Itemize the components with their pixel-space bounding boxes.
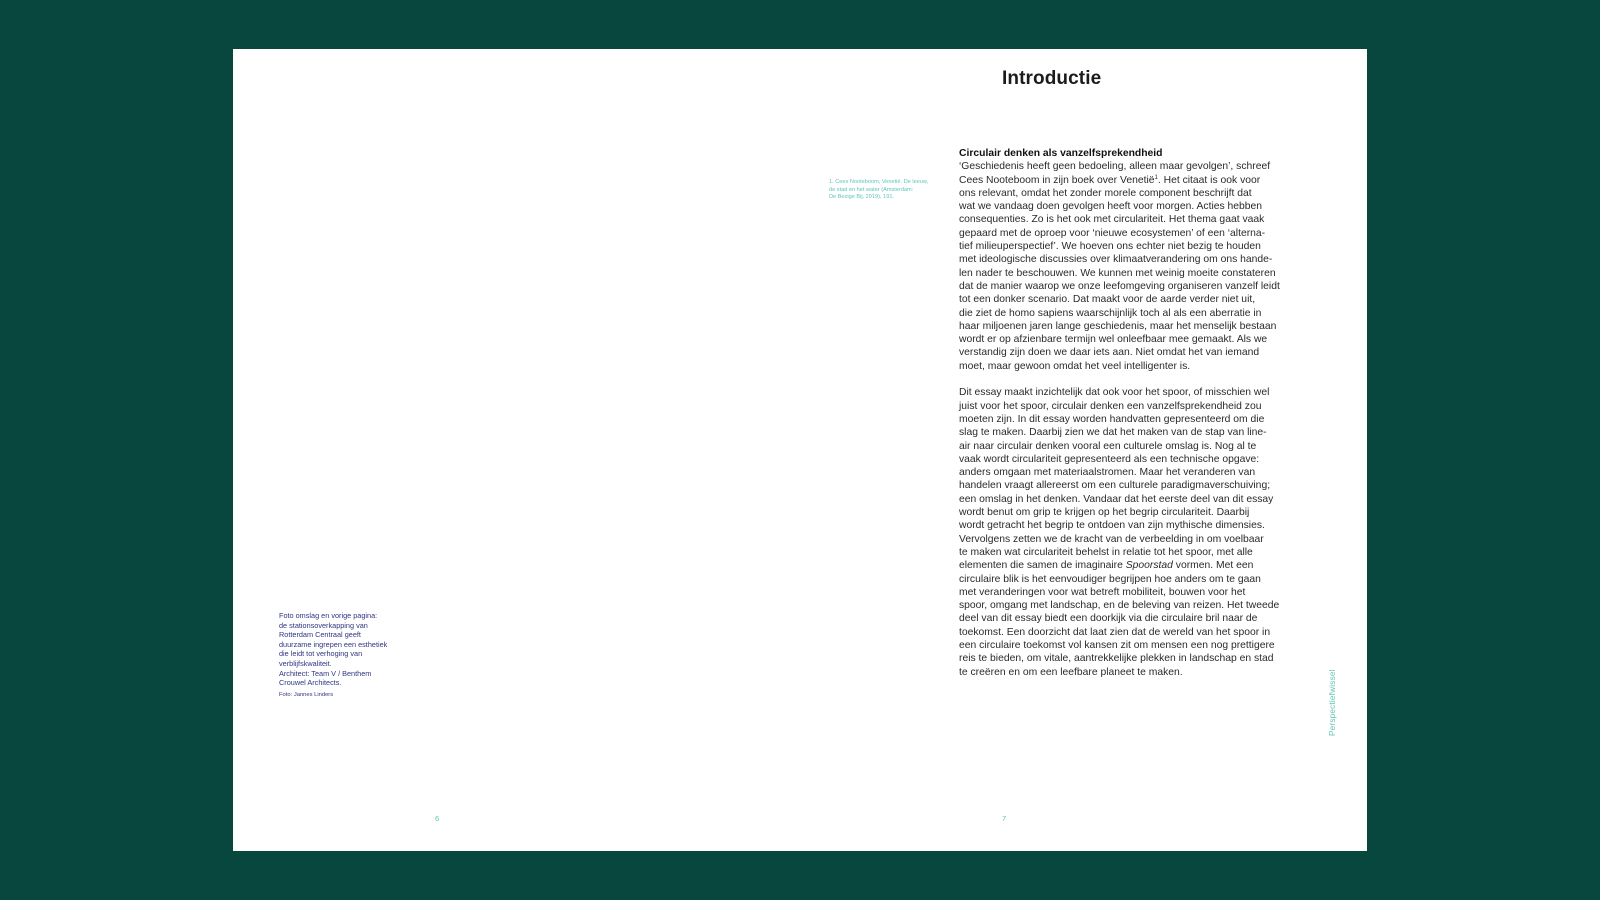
caption-line: duurzame ingrepen een esthetiek bbox=[279, 639, 388, 649]
text-line: slag te maken. Daarbij zien we dat het maken van de stap van line- bbox=[959, 427, 1267, 439]
text-line: Dit essay maakt inzichtelijk dat ook voor het spoor, of misschien wel bbox=[959, 387, 1270, 399]
section-subheading: Circulair denken als vanzelfsprekendheid bbox=[959, 148, 1163, 159]
text-line bbox=[959, 174, 1297, 187]
text-line: len nader te beschouwen. We kunnen met weinig moeite constateren bbox=[959, 267, 1276, 279]
photo-caption bbox=[279, 611, 414, 688]
text-line: te maken wat circulariteit behelst in relatie tot het spoor, met alle bbox=[959, 546, 1253, 558]
text-line: moet, maar gewoon omdat het veel intelligenter is. bbox=[959, 360, 1191, 372]
text-line: wat we vandaag doen gevolgen heeft voor morgen. Acties hebben bbox=[959, 201, 1263, 213]
text-line: moeten zijn. In dit essay worden handvatten gepresenteerd om die bbox=[959, 413, 1265, 425]
caption-line: die leidt tot verhoging van bbox=[279, 649, 363, 659]
text-line: toekomst. Een doorzicht dat laat zien dat de wereld van het spoor in bbox=[959, 626, 1271, 638]
text-fragment: vormen. Met een bbox=[1172, 560, 1254, 572]
caption-line: Crouwel Architects. bbox=[279, 678, 342, 688]
text-line: deel van dit essay biedt een doorkijk via die circulaire bril naar de bbox=[959, 613, 1258, 625]
text-line: reis te bieden, om vitale, aantrekkelijke plekken in landschap en stad bbox=[959, 653, 1274, 665]
footnote-line: 1. Cees Nooteboom, Venetië. De leeuw, bbox=[829, 179, 929, 185]
page-title: Introductie bbox=[1002, 68, 1102, 89]
text-fragment: Cees Nooteboom in zijn boek over Venetië bbox=[959, 174, 1155, 186]
text-fragment: . Het citaat is ook voor bbox=[1157, 174, 1261, 186]
text-line: vaak wordt circulariteit gepresenteerd als een technische opgave: bbox=[959, 453, 1260, 465]
text-line: consequenties. Zo is het ook met circulariteit. Het thema gaat vaak bbox=[959, 214, 1265, 226]
text-line: een omslag in het denken. Vandaar dat het eerste deel van dit essay bbox=[959, 493, 1274, 505]
text-line: gepaard met de oproep voor ‘nieuwe ecosystemen’ of een ‘alterna- bbox=[959, 227, 1266, 239]
text-line: wordt benut om grip te krijgen op het begrip circulariteit. Daarbij bbox=[959, 507, 1250, 519]
paragraph-2 bbox=[959, 386, 1297, 679]
text-line bbox=[959, 559, 1297, 572]
text-line: wordt getracht het begrip te ontdoen van zijn mythische dimensies. bbox=[959, 520, 1265, 532]
text-line: spoor, omgang met landschap, en de beleving van reizen. Het tweede bbox=[959, 600, 1280, 612]
caption-line: Rotterdam Centraal geeft bbox=[279, 630, 361, 640]
paragraph-1 bbox=[959, 160, 1297, 373]
text-line: tot een donker scenario. Dat maakt voor de aarde verder niet uit, bbox=[959, 294, 1256, 306]
section-side-label: Perspectiefwissel bbox=[1328, 669, 1337, 736]
footnote-marker: 1 bbox=[1154, 174, 1158, 181]
text-line: ‘Geschiedenis heeft geen bedoeling, alleen maar gevolgen’, schreef bbox=[959, 161, 1271, 173]
footnote bbox=[829, 179, 947, 202]
caption-line: verblijfskwaliteit. bbox=[279, 658, 332, 668]
text-line: air naar circulair denken vooral een culturele omslag is. Nog al te bbox=[959, 440, 1257, 452]
text-line: met veranderingen voor wat betreft mobiliteit, bouwen voor het bbox=[959, 586, 1246, 598]
photo-credit: Foto: Jannes Linders bbox=[279, 692, 334, 698]
text-line: ons relevant, omdat het zonder morele component beschrijft dat bbox=[959, 187, 1252, 199]
caption-line: de stationsoverkapping van bbox=[279, 620, 368, 630]
text-line: anders omgaan met materiaalstromen. Maar het veranderen van bbox=[959, 467, 1256, 479]
footnote-line: De Bezige Bij, 2019), 191. bbox=[829, 194, 894, 201]
text-line: die ziet de homo sapiens waarschijnlijk toch al als een aberratie in bbox=[959, 307, 1262, 319]
text-line: juist voor het spoor, circulair denken een vanzelfsprekendheid zou bbox=[959, 400, 1262, 412]
caption-line: Foto omslag en vorige pagina: bbox=[279, 611, 378, 620]
text-line: tief milieuperspectief’. We hoeven ons echter niet bezig te houden bbox=[959, 241, 1261, 253]
text-line: met ideologische discussies over klimaatverandering om ons hande- bbox=[959, 254, 1273, 266]
caption-line: Architect: Team V / Benthem bbox=[279, 668, 372, 678]
text-line: dat de manier waarop we onze leefomgeving organiseren vanzelf leidt bbox=[959, 280, 1280, 292]
text-fragment: elementen die samen de imaginaire bbox=[959, 560, 1126, 572]
page-number-right: 7 bbox=[1002, 814, 1007, 823]
italic-term: Spoorstad bbox=[1125, 560, 1173, 572]
body-text bbox=[959, 147, 1297, 679]
footnote-line: de stad en het water (Amsterdam: bbox=[829, 186, 914, 193]
text-line: Vervolgens zetten we de kracht van de verbeelding in om voelbaar bbox=[959, 533, 1264, 545]
text-line: te creëren en om een leefbare planeet te maken. bbox=[959, 666, 1183, 678]
text-line: circulaire blik is het eenvoudiger begrijpen hoe anders om te gaan bbox=[959, 573, 1261, 585]
text-line: een circulaire toekomst vol kansen zit om mensen een nog prettigere bbox=[959, 639, 1275, 651]
page-number-left: 6 bbox=[435, 814, 440, 823]
text-line: wordt er op afzienbare termijn wel onleefbaar mee gemaakt. Als we bbox=[959, 334, 1268, 346]
paragraph-gap bbox=[959, 373, 1297, 386]
text-line: verstandig zijn doen we daar iets aan. Niet omdat het van iemand bbox=[959, 347, 1260, 359]
text-line: haar miljoenen jaren lange geschiedenis, maar het menselijk bestaan bbox=[959, 320, 1277, 332]
text-line: handelen vraagt allereerst om een culturele paradigmaverschuiving; bbox=[959, 480, 1271, 492]
